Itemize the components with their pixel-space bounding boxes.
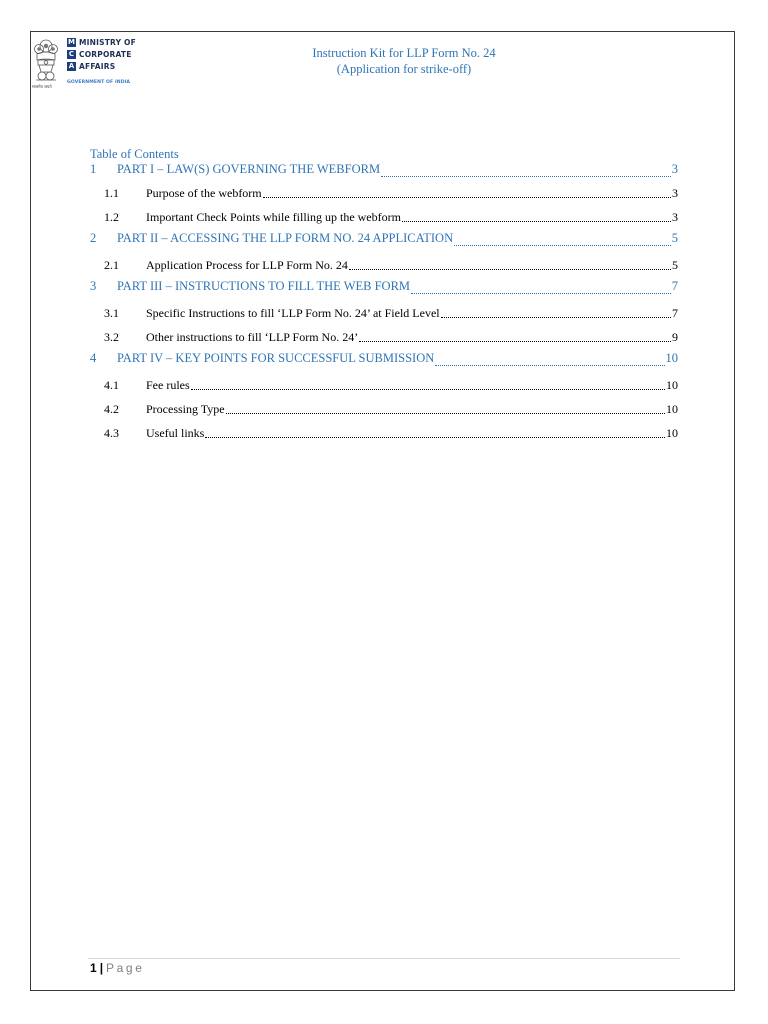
government-of-india-label: GOVERNMENT OF INDIA (67, 80, 131, 85)
toc-entry-page: 3 (672, 186, 678, 200)
emblem-caption: सत्यमेव जयते (32, 84, 52, 89)
toc-entry-page: 10 (665, 351, 678, 365)
toc-dot-leader (435, 349, 664, 373)
toc-entry-4-3[interactable] (90, 421, 678, 445)
toc-entry-number: 1.2 (104, 210, 119, 224)
table-of-contents (90, 146, 678, 445)
toc-entry-number: 1.1 (104, 186, 119, 200)
toc-entry-part-3[interactable] (90, 277, 678, 301)
footer-page-number: 1 (90, 961, 97, 975)
toc-entry-title: PART III – INSTRUCTIONS TO FILL THE WEB FORM (117, 279, 411, 293)
toc-entry-number: 4.3 (104, 426, 119, 440)
toc-entry-4-2[interactable] (90, 397, 678, 421)
toc-entry-title: Fee rules (146, 378, 190, 392)
toc-dot-leader (454, 229, 671, 253)
toc-dot-leader (402, 205, 671, 229)
toc-entry-page: 7 (671, 279, 678, 293)
toc-entry-1-1[interactable] (90, 181, 678, 205)
mca-wordmark (67, 37, 136, 73)
mca-word: MINISTRY OF (79, 38, 136, 48)
toc-entry-2-1[interactable] (90, 253, 678, 277)
toc-dot-leader (349, 253, 671, 277)
document-header-title (230, 46, 578, 77)
footer-separator: | (99, 961, 104, 975)
toc-dot-leader (441, 301, 671, 325)
toc-entry-page: 5 (671, 231, 678, 245)
mca-logo (32, 36, 147, 92)
toc-entry-page: 3 (671, 162, 678, 176)
footer-divider (88, 958, 680, 959)
toc-entry-number: 3.2 (104, 330, 119, 344)
toc-entry-number: 4.2 (104, 402, 119, 416)
toc-dot-leader (411, 277, 671, 301)
toc-entry-number: 1 (90, 162, 97, 176)
mca-line (67, 37, 136, 49)
toc-entry-number: 4 (90, 351, 97, 365)
toc-entry-page: 5 (672, 258, 678, 272)
toc-entry-3-1[interactable] (90, 301, 678, 325)
toc-entry-title: Processing Type (146, 402, 225, 416)
toc-entry-part-2[interactable] (90, 229, 678, 253)
toc-entry-number: 2 (90, 231, 97, 245)
toc-entry-number: 3 (90, 279, 97, 293)
toc-entry-title: Specific Instructions to fill ‘LLP Form No. 24’ at Field Level (146, 306, 440, 320)
mca-word: AFFAIRS (79, 62, 116, 72)
toc-dot-leader (226, 397, 665, 421)
toc-entry-4-1[interactable] (90, 373, 678, 397)
toc-entry-page: 10 (666, 402, 678, 416)
toc-entry-number: 2.1 (104, 258, 119, 272)
toc-entry-title: Useful links (146, 426, 205, 440)
toc-entry-title: Important Check Points while filling up the webform (146, 210, 401, 224)
mca-letter-box: A (68, 62, 75, 71)
toc-dot-leader (381, 162, 671, 181)
toc-entry-1-2[interactable] (90, 205, 678, 229)
toc-entry-part-4[interactable] (90, 349, 678, 373)
toc-dot-leader (191, 373, 665, 397)
page-footer (90, 961, 144, 975)
header-line-2: (Application for strike-off) (336, 61, 472, 76)
toc-entry-page: 10 (666, 426, 678, 440)
header-line-1: Instruction Kit for LLP Form No. 24 (312, 46, 496, 60)
mca-letter-box: M (68, 38, 75, 47)
toc-entry-page: 7 (672, 306, 678, 320)
toc-entry-title: Other instructions to fill ‘LLP Form No. 24’ (146, 330, 359, 344)
toc-entry-3-2[interactable] (90, 325, 678, 349)
toc-entry-title: Purpose of the webform (146, 186, 262, 200)
mca-letter-box: C (68, 50, 75, 59)
toc-entry-page: 3 (672, 210, 678, 224)
mca-line (67, 61, 136, 73)
toc-entry-title: PART I – LAW(S) GOVERNING THE WEBFORM (117, 162, 381, 176)
toc-entry-number: 4.1 (104, 378, 119, 392)
toc-heading: Table of Contents (90, 147, 179, 161)
toc-entry-number: 3.1 (104, 306, 119, 320)
toc-entry-part-1[interactable] (90, 162, 678, 181)
toc-entry-page: 9 (672, 330, 678, 344)
toc-entry-title: PART IV – KEY POINTS FOR SUCCESSFUL SUBMISSION (117, 351, 435, 365)
toc-entry-page: 10 (666, 378, 678, 392)
mca-word: CORPORATE (79, 50, 132, 60)
footer-page-label: Page (106, 961, 145, 975)
toc-dot-leader (263, 181, 671, 205)
toc-dot-leader (205, 421, 665, 445)
mca-line (67, 49, 136, 61)
toc-dot-leader (359, 325, 671, 349)
toc-entry-title: PART II – ACCESSING THE LLP FORM NO. 24 APPLICATION (117, 231, 454, 245)
toc-entry-title: Application Process for LLP Form No. 24 (146, 258, 348, 272)
